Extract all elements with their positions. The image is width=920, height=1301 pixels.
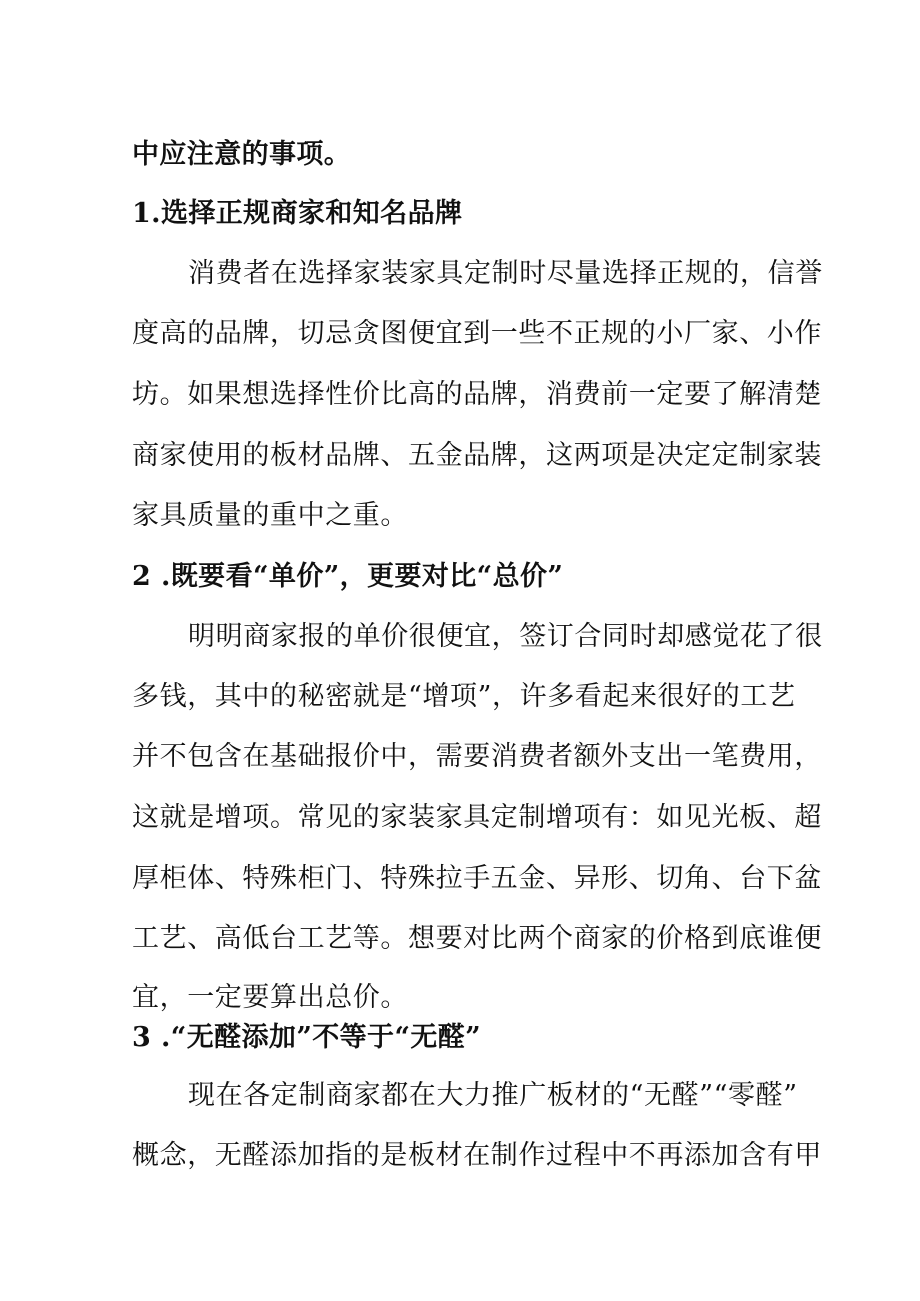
paragraph-line-text: 宜，一定要算出总价。 — [132, 982, 408, 1013]
paragraph-line-text: 消费者在选择家装家具定制时尽量选择正规的，信誉 — [188, 258, 823, 289]
paragraph-line-text: 商家使用的板材品牌、五金品牌，这两项是决定定制家装 — [132, 440, 822, 471]
paragraph-line-text: 工艺、高低台工艺等。想要对比两个商家的价格到底谁便 — [132, 923, 822, 954]
paragraph-line-text: 这就是增项。常见的家装家具定制增项有：如见光板、超 — [132, 802, 822, 833]
paragraph-line-text: 现在各定制商家都在大力推广板材的“无醛”“零醛” — [188, 1080, 798, 1111]
paragraph-line-text: 度高的品牌，切忌贪图便宜到一些不正规的小厂家、小作 — [132, 318, 822, 349]
section-2-heading-text: 2 .既要看“单价”，更要对比“总价” — [132, 561, 564, 592]
section-1-heading-text: 1.选择正规商家和知名品牌 — [132, 198, 463, 229]
paragraph-line-text: 家具质量的重中之重。 — [132, 500, 408, 531]
paragraph-line-text: 概念，无醛添加指的是板材在制作过程中不再添加含有甲 — [132, 1140, 822, 1171]
paragraph-line-text: 明明商家报的单价很便宜，签订合同时却感觉花了很 — [188, 621, 823, 652]
continued-heading-text: 中应注意的事项。 — [132, 139, 352, 170]
paragraph-line-text: 坊。如果想选择性价比高的品牌，消费前一定要了解清楚 — [132, 379, 822, 410]
section-3-heading-text: 3 .“无醛添加”不等于“无醛” — [132, 1022, 482, 1053]
paragraph-line-text: 多钱，其中的秘密就是“增项”，许多看起来很好的工艺 — [132, 681, 796, 712]
paragraph-line-text: 并不包含在基础报价中，需要消费者额外支出一笔费用， — [132, 741, 822, 772]
paragraph-line-text: 厚柜体、特殊柜门、特殊拉手五金、异形、切角、台下盆 — [132, 863, 822, 894]
